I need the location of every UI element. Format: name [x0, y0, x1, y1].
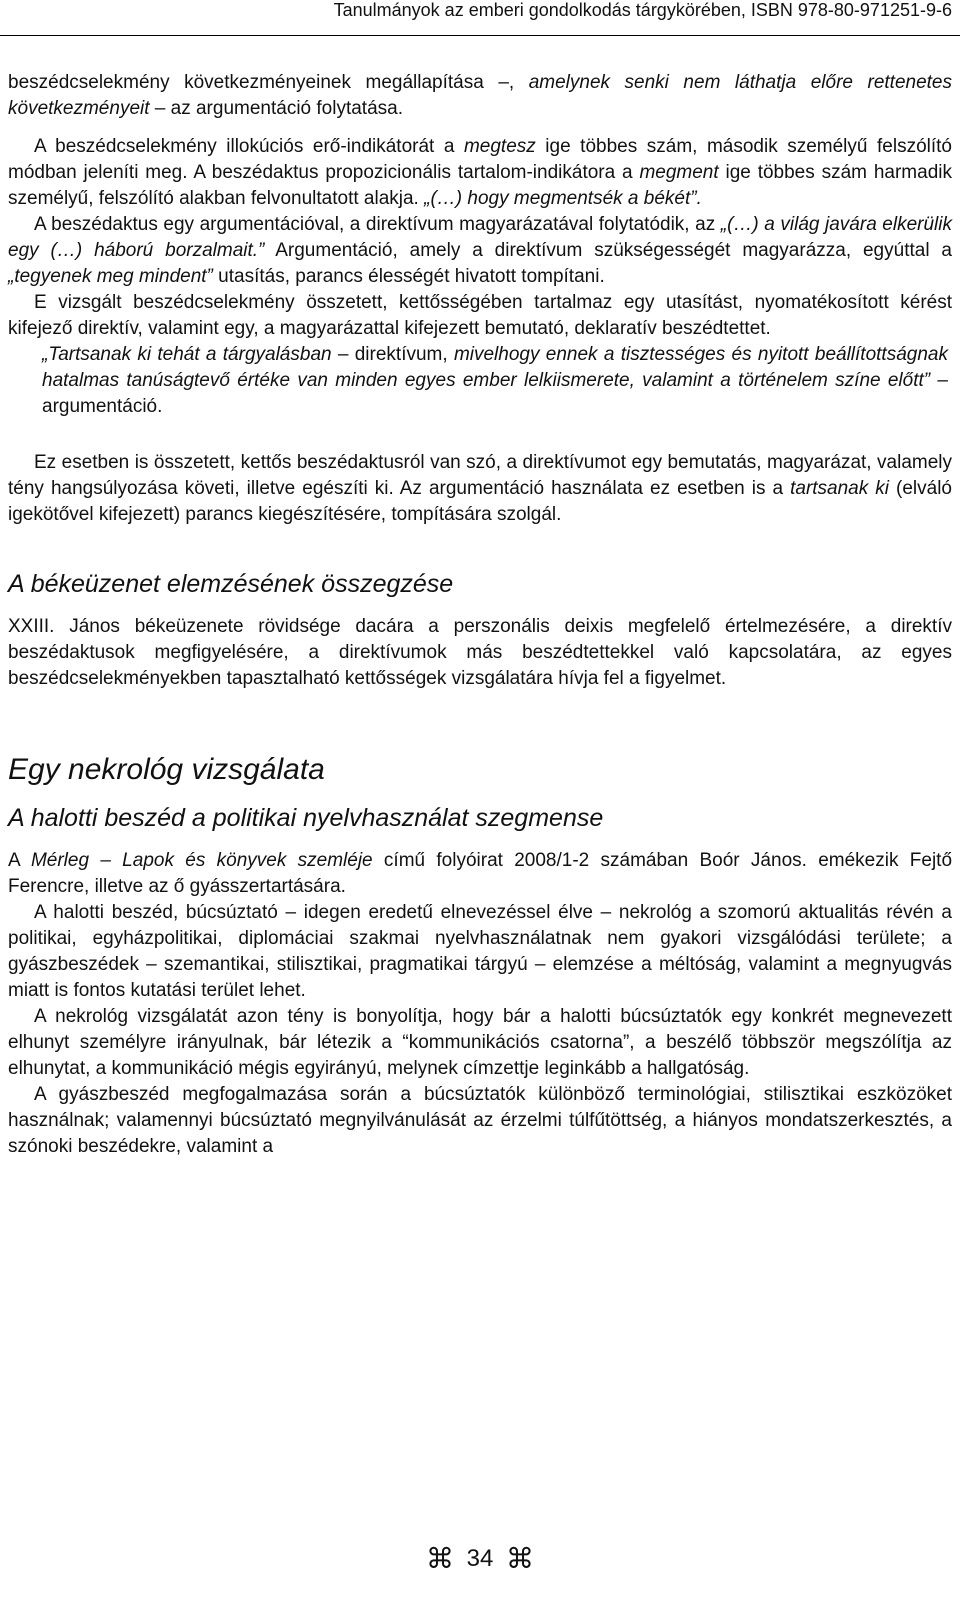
text-run: A: [8, 850, 31, 871]
text-run: A halotti beszéd, búcsúztató – idegen eredetű elnevezéssel élve – nekrológ a szomorú aktualitás révén a politikai, egyházpolitikai, diplomáciai szakmai nyelvhasználatnak nem gyakori vizsgálódási területe; a gyászbeszédek – szemantikai, stilisztikai, pragmatikai tárgyú – elemzése a méltóság, valamint a megnyugvás miatt is fontos kutatási terület lehet.: [8, 902, 952, 1001]
running-header: [0, 0, 960, 36]
text-run: „tegyenek meg mindent”: [8, 266, 213, 287]
paragraph-7: [8, 614, 952, 692]
paragraph-4: [8, 290, 952, 342]
paragraph-6: [8, 450, 952, 528]
paragraph-8: [8, 848, 952, 900]
text-run: „(…) a világ javára elkerülik egy (…) háború borzalmait.”: [8, 214, 952, 261]
text-run: – direktívum,: [331, 344, 454, 365]
text-run: beszédcselekmény következményeinek megállapítása –,: [8, 72, 529, 93]
text-run: – az argumentáció folytatása.: [149, 98, 403, 119]
chapter-heading-obituary: Egy nekrológ vizsgálata: [8, 753, 325, 786]
text-run: A beszédcselekmény illokúciós erő-indikátorát a: [34, 136, 464, 157]
text-run: E vizsgált beszédcselekmény összetett, kettősségében tartalmaz egy utasítást, nyomatékosított kérést kifejező direktív, valamint egy, a magyarázattal kifejezett bemutató, deklaratív beszédtettet.: [8, 292, 952, 339]
text-run: ige többes szám, második személyű felszólító módban jeleníti meg. A beszédaktus propozicionális tartalom-indikátora a: [8, 136, 952, 183]
page-body: [8, 70, 952, 1160]
page-number: 34: [466, 1544, 494, 1572]
text-run: című folyóirat 2008/1-2 számában Boór János. emékezik Fejtő Ferencre, illetve az ő gyásszertartására.: [8, 850, 953, 897]
paragraph-2: [8, 134, 952, 212]
header-title: Tanulmányok az emberi gondolkodás tárgykörében, ISBN 978-80-971251-9-6: [333, 0, 952, 20]
paragraph-11: [8, 1082, 952, 1160]
ornament-left-icon: ⌘: [425, 1542, 454, 1574]
text-run: Argumentáció, amely a direktívum szükségességét magyarázza, egyúttal a: [264, 240, 952, 261]
text-run: mivelhogy ennek a tisztességes és nyitott beállítottságnak hatalmas tanúságtevő értéke van minden egyes ember lelkiismerete, valamint a történelem színe előtt”: [42, 344, 948, 391]
text-run: „Tartsanak ki tehát a tárgyalásban: [42, 344, 332, 365]
text-run: „(…) hogy megmentsék a békét”.: [424, 188, 702, 209]
paragraph-3: [8, 212, 952, 290]
text-run: A nekrológ vizsgálatát azon tény is bonyolítja, hogy bár a halotti búcsúztatók egy konkrét megnevezett elhunyt személyre irányulnak, bár létezik a “kommunikációs csatorna”, a beszélő többször megszólítja az elhunytat, a kommunikáció mégis egyirányú, melynek címzettje leginkább a hallgatóság.: [8, 1006, 952, 1079]
paragraph-10: [8, 1004, 952, 1082]
text-run: Mérleg – Lapok és könyvek szemléje: [30, 850, 373, 871]
section-heading-summary: A békeüzenet elemzésének összegzése: [8, 570, 454, 598]
text-run: amelynek senki nem láthatja előre rettenetes következményeit: [8, 72, 952, 119]
section-heading-segment: A halotti beszéd a politikai nyelvhasználat szegmense: [8, 804, 604, 832]
text-run: – argumentáció.: [42, 370, 948, 417]
block-quote: [8, 342, 952, 420]
page-footer: [0, 1538, 960, 1578]
text-run: tartsanak ki: [790, 478, 889, 499]
text-run: megment: [639, 162, 719, 183]
text-run: utasítás, parancs élességét hivatott tompítani.: [212, 266, 605, 287]
text-run: A beszédaktus egy argumentációval, a direktívum magyarázatával folytatódik, az: [34, 214, 721, 235]
text-run: XXIII. János békeüzenete rövidsége dacára a perszonális deixis megfelelő értelmezésére, a direktív beszédaktusok megfigyelésére, a direktívumok más beszédtettekkel való kapcsolatára, az egyes beszédcselekményekben tapasztalható kettősségek vizsgálatára hívja fel a figyelmet.: [8, 616, 952, 689]
paragraph-9: [8, 900, 952, 1004]
text-run: megtesz: [463, 136, 536, 157]
text-run: ige többes szám harmadik személyű, felszólító alakban felvonultatott alakja.: [8, 162, 952, 209]
text-run: Ez esetben is összetett, kettős beszédaktusról van szó, a direktívumot egy bemutatás, magyarázat, valamely tény hangsúlyozása követi, illetve egészíti ki. Az argumentáció használata ez esetben is a: [8, 452, 952, 499]
text-run: A gyászbeszéd megfogalmazása során a búcsúztatók különböző terminológiai, stilisztikai eszközöket használnak; valamennyi búcsúztató megnyilvánulását az érzelmi túlfűtöttség, a hiányos mondatszerkesztés, a szónoki beszédekre, valamint a: [8, 1084, 952, 1157]
ornament-right-icon: ⌘: [506, 1542, 535, 1574]
paragraph-1: [8, 70, 952, 122]
text-run: (elváló igekötővel kifejezett) parancs kiegészítésére, tompítására szolgál.: [8, 478, 952, 525]
